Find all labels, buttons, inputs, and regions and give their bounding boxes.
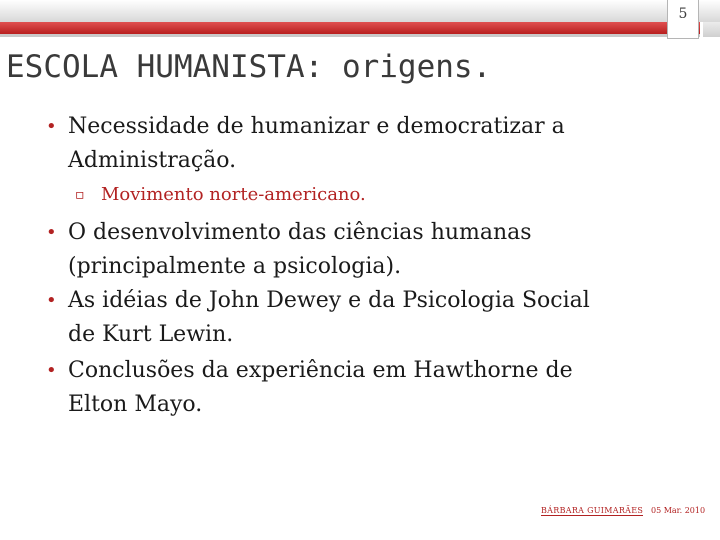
bullet-text: Conclusões da experiência em Hawthorne de: [68, 358, 573, 383]
footer-date: 05 Mar. 2010: [651, 506, 706, 515]
header-right-accent: [703, 22, 720, 37]
bullet-item: [0, 354, 720, 422]
slide-number: 5: [678, 6, 688, 22]
header-divider: [0, 34, 700, 37]
bullet-marker: •: [46, 360, 57, 381]
bullet-item: [0, 284, 720, 352]
bullet-item: [0, 110, 720, 178]
bullet-text-continuation: (principalmente a psicologia).: [68, 254, 402, 279]
slide-title: ESCOLA HUMANISTA: origens.: [6, 49, 492, 85]
bullet-text-continuation: Elton Mayo.: [68, 392, 203, 417]
bullet-marker: •: [46, 222, 57, 243]
sub-bullet-item: [0, 182, 720, 210]
bullet-text: O desenvolvimento das ciências humanas: [68, 220, 532, 245]
bullet-text-continuation: Administração.: [68, 148, 237, 173]
bullet-text-continuation: de Kurt Lewin.: [68, 322, 234, 347]
bullet-item: [0, 216, 720, 284]
bullet-marker: •: [46, 116, 57, 137]
sub-bullet-marker: ▫: [75, 187, 85, 203]
header-band: [0, 0, 720, 22]
bullet-text: Necessidade de humanizar e democratizar a: [68, 114, 565, 139]
footer-author: BÁRBARA GUIMARÃES: [541, 506, 644, 515]
bullet-text: As idéias de John Dewey e da Psicologia Social: [68, 288, 590, 313]
header-red-bar: [0, 22, 700, 34]
slide-number-box: [667, 0, 699, 39]
bullet-marker: •: [46, 290, 57, 311]
sub-bullet-text: Movimento norte-americano.: [101, 184, 366, 205]
